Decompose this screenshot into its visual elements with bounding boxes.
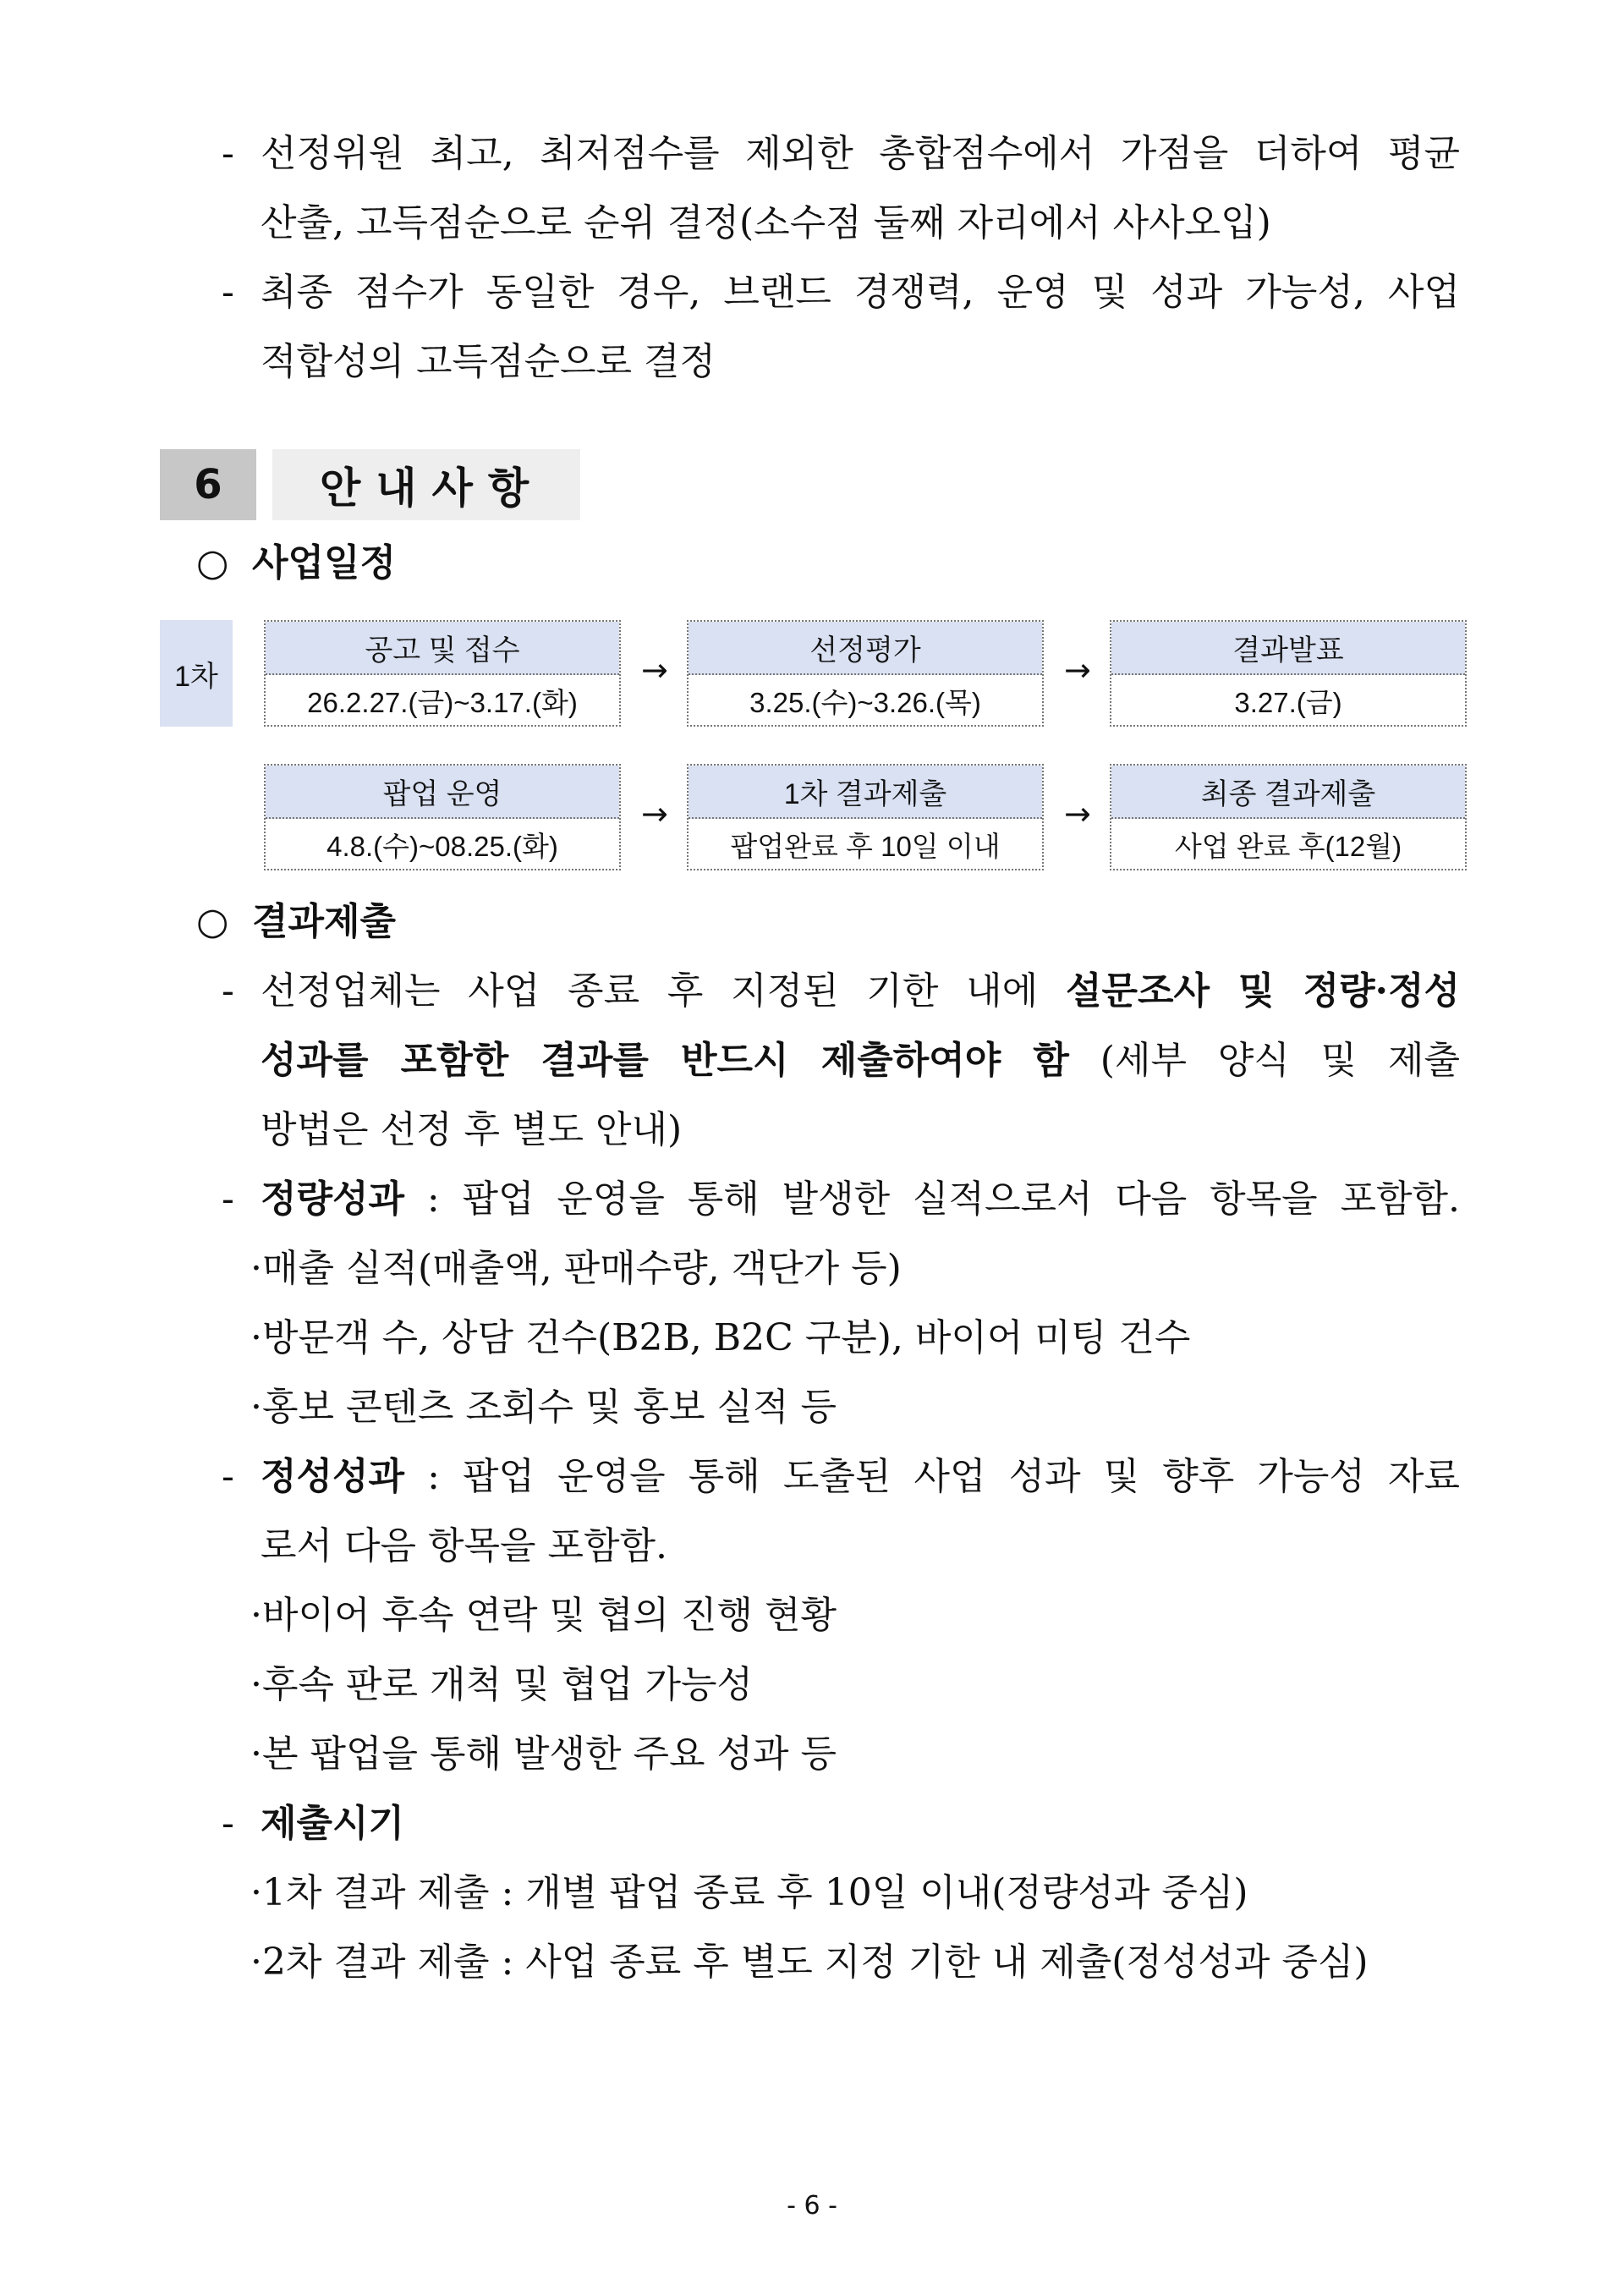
qual-line [261,1452,1460,1502]
paragraph-line [261,1035,1460,1086]
qual-desc: : 팝업 운영을 통해 도출된 사업 성과 및 향후 가능성 자료 [404,1455,1460,1498]
emphasis-text: 설문조사 및 정량·정성 [1065,969,1460,1013]
arrow-right-icon: → [641,795,668,832]
step-value: 팝업완료 후 10일 이내 [730,831,1001,862]
circle-bullet: ○ [196,541,229,585]
schedule-step [264,620,621,727]
list-item: ·후속 판로 개척 및 협업 가능성 [250,1663,753,1706]
step-label: 1차 결과제출 [689,766,1042,819]
top-list-line: 최종 점수가 동일한 경우, 브랜드 경쟁력, 운영 및 성과 가능성, 사업 [261,271,1460,314]
step-value: 3.27.(금) [1234,687,1342,718]
top-list-line: 선정위원 최고, 최저점수를 제외한 총합점수에서 가점을 더하여 평균 [261,132,1460,175]
list-item: ·1차 결과 제출 : 개별 팝업 종료 후 10일 이내(정량성과 중심) [250,1871,1248,1914]
schedule-heading: 사업일정 [252,541,397,585]
step-value: 26.2.27.(금)~3.17.(화) [307,687,578,718]
dash-marker: - [222,1802,234,1845]
schedule-step [687,764,1044,870]
section-title: 안내사항 [272,449,580,520]
dash-marker: - [222,1455,234,1498]
paragraph-text: (세부 양식 및 제출 [1068,1039,1460,1082]
paragraph-line [261,966,1460,1017]
quant-desc: : 팝업 운영을 통해 발생한 실적으로서 다음 항목을 포함함. [404,1178,1460,1221]
paragraph-line: 방법은 선정 후 별도 안내) [261,1108,683,1151]
arrow-right-icon: → [641,651,668,689]
qual-line: 로서 다음 항목을 포함함. [261,1524,667,1568]
step-label: 선정평가 [689,622,1042,675]
quant-line [261,1174,1460,1225]
results-heading: 결과제출 [252,900,397,943]
dash-marker: - [222,969,234,1013]
step-label: 최종 결과제출 [1111,766,1465,819]
qual-title: 정성성과 [261,1455,405,1498]
arrow-right-icon: → [1064,651,1091,689]
emphasis-text: 성과를 포함한 결과를 반드시 제출하여야 함 [261,1039,1069,1082]
dash-marker: - [222,271,234,314]
step-label: 팝업 운영 [266,766,619,819]
schedule-step [1110,764,1467,870]
schedule-step [1110,620,1467,727]
timing-title: 제출시기 [261,1802,405,1845]
list-item: ·매출 실적(매출액, 판매수량, 객단가 등) [250,1247,902,1290]
list-item: ·바이어 후속 연락 및 협의 진행 현황 [250,1594,837,1637]
circle-bullet: ○ [196,900,229,943]
list-item: ·방문객 수, 상담 건수(B2B, B2C 구분), 바이어 미팅 건수 [250,1316,1191,1359]
step-value: 3.25.(수)~3.26.(목) [749,687,981,718]
section-number: 6 [160,449,256,520]
round-label: 1차 [160,620,233,727]
quant-title: 정량성과 [261,1178,405,1221]
dash-marker: - [222,132,234,175]
paragraph-text: 선정업체는 사업 종료 후 지정된 기한 내에 [261,969,1066,1013]
top-list-line: 산출, 고득점순으로 순위 결정(소수점 둘째 자리에서 사사오입) [261,201,1271,244]
dash-marker: - [222,1178,234,1221]
arrow-right-icon: → [1064,795,1091,832]
step-value: 4.8.(수)~08.25.(화) [326,831,558,862]
step-label: 공고 및 접수 [266,622,619,675]
schedule-step [264,764,621,870]
step-label: 결과발표 [1111,622,1465,675]
schedule-step [687,620,1044,727]
list-item: ·2차 결과 제출 : 사업 종료 후 별도 지정 기한 내 제출(정성성과 중심) [250,1941,1369,1984]
top-list-line: 적합성의 고득점순으로 결정 [261,340,716,383]
list-item: ·홍보 콘텐츠 조회수 및 홍보 실적 등 [250,1386,837,1429]
list-item: ·본 팝업을 통해 발생한 주요 성과 등 [250,1732,837,1776]
step-value: 사업 완료 후(12월) [1174,831,1402,862]
page-number: - 6 - [787,2191,837,2221]
